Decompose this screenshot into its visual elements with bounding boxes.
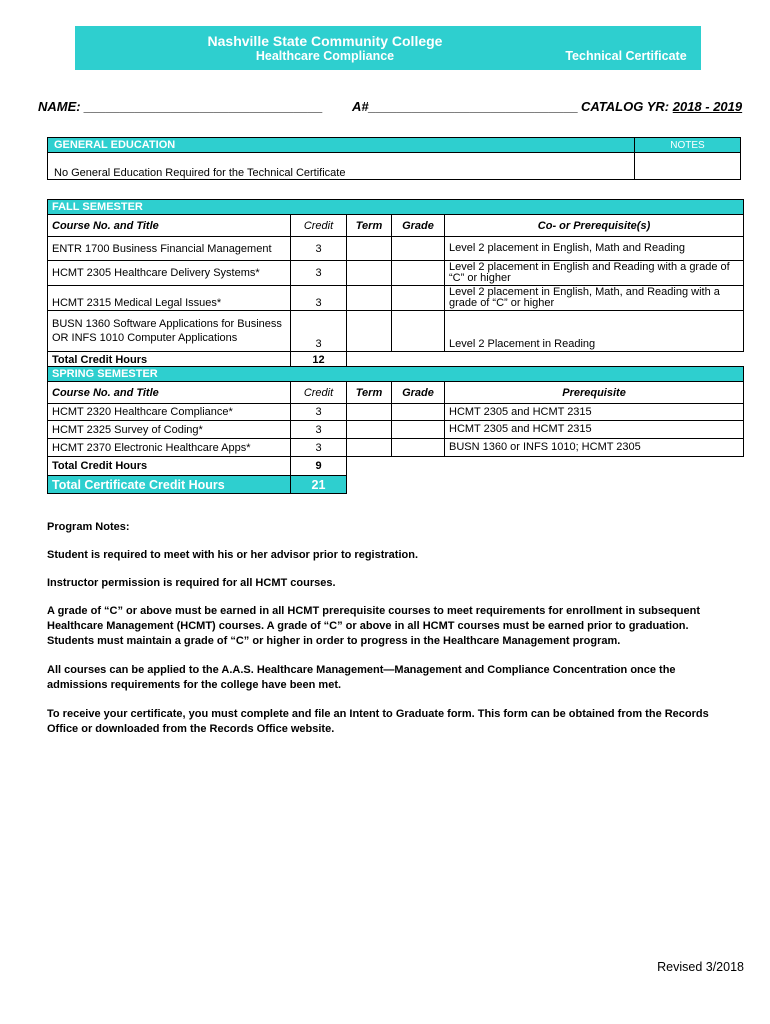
course-credit: 3: [291, 286, 347, 311]
spring-total-label: Total Credit Hours: [48, 457, 291, 476]
table-row: [48, 439, 744, 457]
catalog-label: CATALOG YR:: [581, 99, 670, 114]
term-cell[interactable]: [347, 237, 392, 261]
program-note: Instructor permission is required for all HCMT courses.: [47, 577, 336, 589]
fall-total-value: 12: [291, 352, 347, 368]
spring-title: SPRING SEMESTER: [48, 367, 744, 382]
course-title: HCMT 2315 Medical Legal Issues*: [48, 286, 291, 311]
gen-ed-notes-cell[interactable]: [635, 153, 741, 180]
program-note: Student is required to meet with his or her advisor prior to registration.: [47, 549, 418, 561]
course-credit: 3: [291, 421, 347, 439]
course-title: BUSN 1360 Software Applications for Business OR INFS 1010 Computer Applications: [48, 311, 291, 352]
grade-cell[interactable]: [392, 237, 445, 261]
term-cell[interactable]: [347, 439, 392, 457]
fall-col-prereq: Co- or Prerequisite(s): [445, 215, 744, 237]
notes-label: NOTES: [635, 138, 741, 153]
catalog-value: 2018 - 2019: [672, 99, 743, 114]
certificate-type: Technical Certificate: [565, 49, 687, 63]
course-credit: 3: [291, 237, 347, 261]
program-name: Healthcare Compliance: [255, 49, 395, 63]
general-education-table: [47, 137, 741, 180]
course-prereq: Level 2 Placement in Reading: [445, 311, 744, 352]
course-title: HCMT 2325 Survey of Coding*: [48, 421, 291, 439]
fall-col-course: Course No. and Title: [48, 215, 291, 237]
catalog-year: [581, 99, 742, 114]
term-cell[interactable]: [347, 311, 392, 352]
program-note: All courses can be applied to the A.A.S. Healthcare Management—Management and Compliance Concentration once the admissions requirements for the college have been met.: [47, 664, 676, 691]
spring-col-term: Term: [347, 382, 392, 404]
certificate-total-value: 21: [291, 476, 347, 494]
fall-total-label: Total Credit Hours: [48, 352, 291, 368]
grade-cell[interactable]: [392, 421, 445, 439]
course-title: ENTR 1700 Business Financial Management: [48, 237, 291, 261]
fall-col-term: Term: [347, 215, 392, 237]
table-row: [48, 261, 744, 286]
term-cell[interactable]: [347, 261, 392, 286]
program-note: A grade of “C” or above must be earned in all HCMT prerequisite courses to meet requirements for enrollment in subsequent Healthcare Management (HCMT) courses. A grade of “C” or above in all HCMT courses must be earned prior to graduation. Students must maintain a grade of “C” or higher in order to progress in the Healthcare Management program.: [47, 605, 701, 647]
gen-ed-text: No General Education Required for the Technical Certificate: [48, 153, 635, 180]
fall-col-grade: Grade: [392, 215, 445, 237]
course-prereq: BUSN 1360 or INFS 1010; HCMT 2305: [445, 439, 744, 457]
program-note: To receive your certificate, you must complete and file an Intent to Graduate form. This form can be obtained from the Records Office or downloaded from the Records Office website.: [47, 708, 709, 735]
grade-cell[interactable]: [392, 404, 445, 421]
grade-cell[interactable]: [392, 286, 445, 311]
course-credit: 3: [291, 439, 347, 457]
course-title: HCMT 2370 Electronic Healthcare Apps*: [48, 439, 291, 457]
table-row: [48, 311, 744, 352]
term-cell[interactable]: [347, 286, 392, 311]
spring-col-course: Course No. and Title: [48, 382, 291, 404]
spring-semester-table: [47, 366, 744, 494]
name-field[interactable]: NAME: _________________________________: [38, 99, 323, 114]
id-field[interactable]: A#_____________________________: [352, 99, 579, 114]
gen-ed-title: GENERAL EDUCATION: [48, 138, 635, 153]
course-prereq: Level 2 placement in English, Math, and Reading with a grade of “C” or higher: [445, 286, 744, 311]
spring-col-prereq: Prerequisite: [445, 382, 744, 404]
certificate-total-label: Total Certificate Credit Hours: [48, 476, 291, 494]
spring-total-value: 9: [291, 457, 347, 476]
term-cell[interactable]: [347, 404, 392, 421]
fall-title: FALL SEMESTER: [48, 200, 744, 215]
table-row: [48, 286, 744, 311]
table-row: [48, 404, 744, 421]
program-notes-title: Program Notes:: [47, 521, 130, 533]
spring-col-grade: Grade: [392, 382, 445, 404]
course-title: HCMT 2320 Healthcare Compliance*: [48, 404, 291, 421]
fall-col-credit: Credit: [291, 215, 347, 237]
term-cell[interactable]: [347, 421, 392, 439]
course-prereq: HCMT 2305 and HCMT 2315: [445, 421, 744, 439]
grade-cell[interactable]: [392, 439, 445, 457]
grade-cell[interactable]: [392, 261, 445, 286]
course-prereq: HCMT 2305 and HCMT 2315: [445, 404, 744, 421]
college-name: Nashville State Community College: [207, 33, 443, 49]
course-prereq: Level 2 placement in English and Reading with a grade of “C” or higher: [445, 261, 744, 286]
course-credit: 3: [291, 311, 347, 352]
revised-date: Revised 3/2018: [657, 960, 744, 974]
table-row: [48, 421, 744, 439]
table-row: [48, 237, 744, 261]
course-title: HCMT 2305 Healthcare Delivery Systems*: [48, 261, 291, 286]
spring-col-credit: Credit: [291, 382, 347, 404]
course-credit: 3: [291, 261, 347, 286]
course-prereq: Level 2 placement in English, Math and Reading: [445, 237, 744, 261]
course-credit: 3: [291, 404, 347, 421]
grade-cell[interactable]: [392, 311, 445, 352]
fall-semester-table: [47, 199, 744, 368]
